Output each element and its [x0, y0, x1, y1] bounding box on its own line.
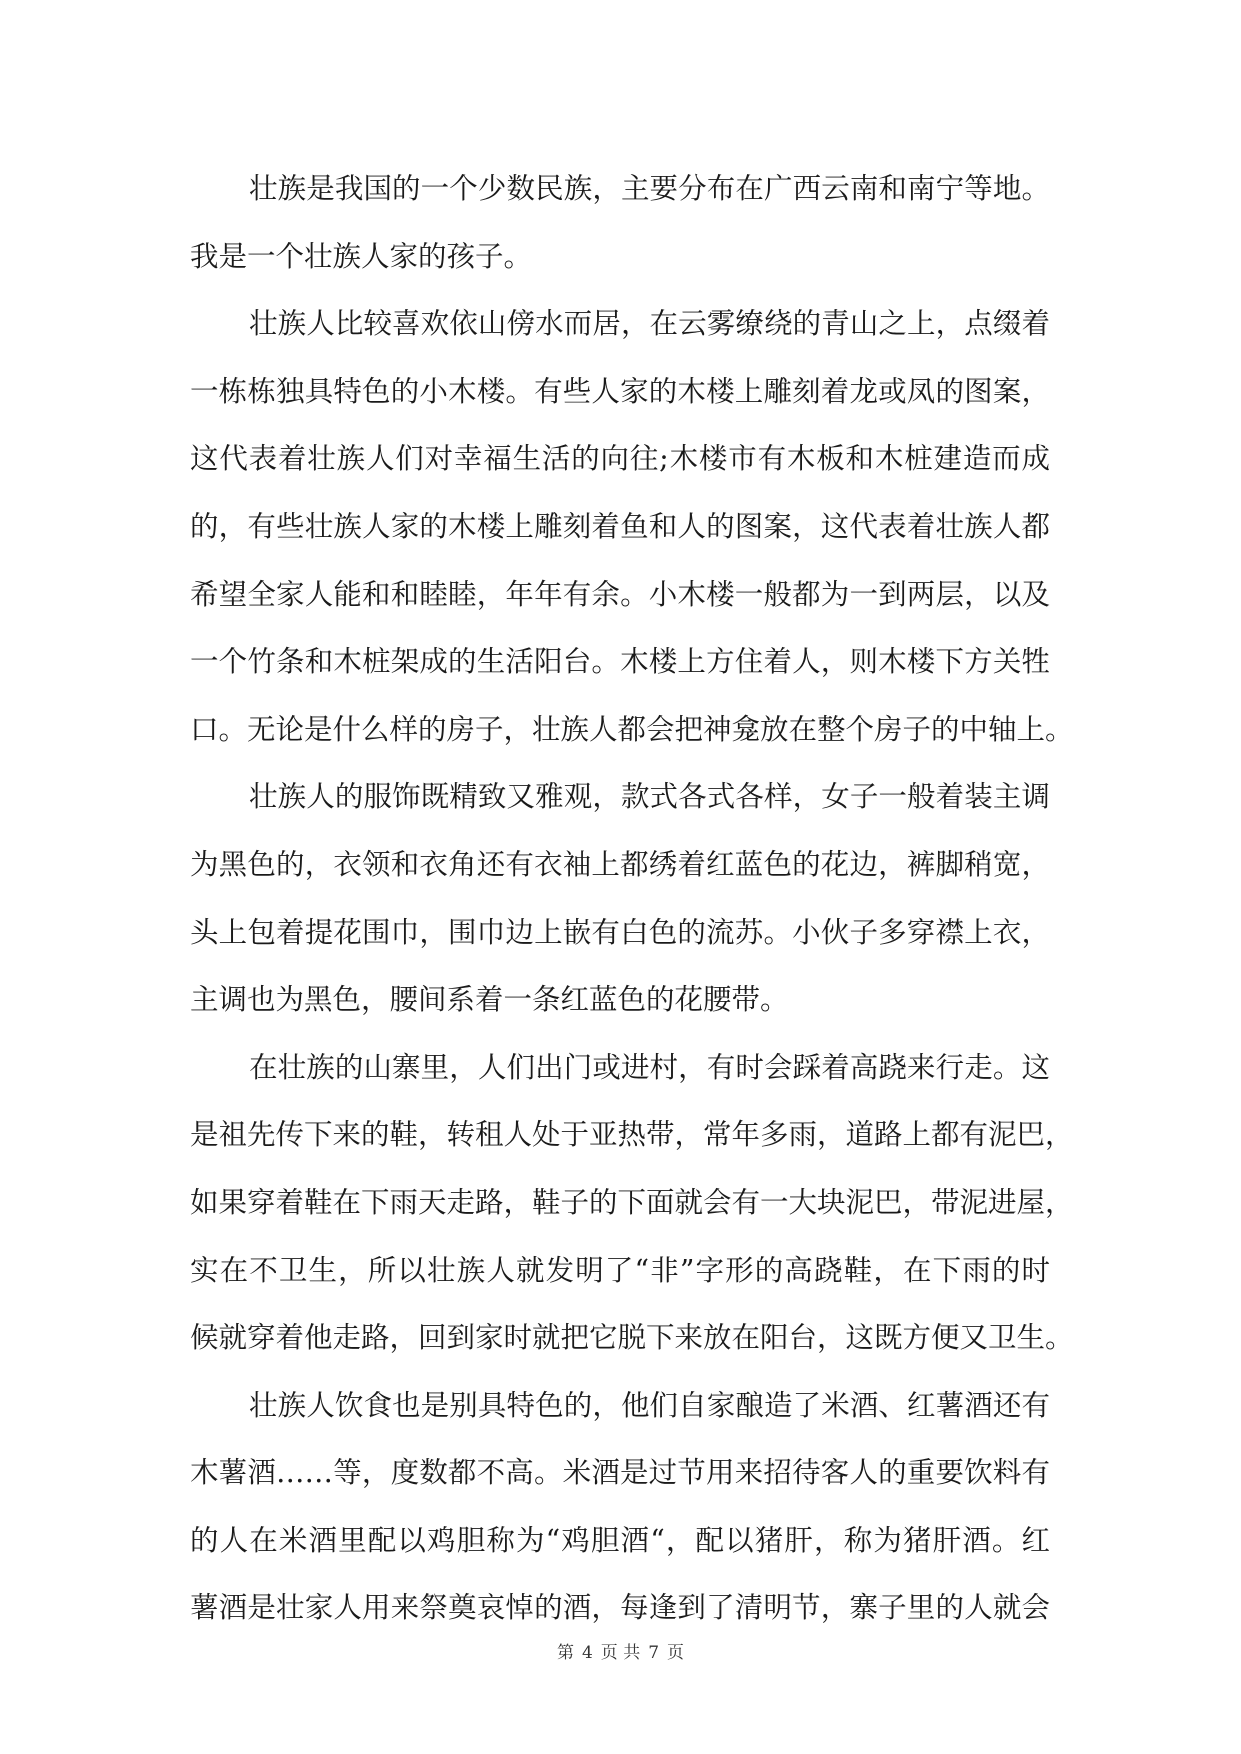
text-line: 主调也为黑色，腰间系着一条红蓝色的花腰带。 — [190, 983, 789, 1017]
page-number-footer — [0, 1638, 1241, 1663]
text-line: 一栋栋独具特色的小木楼。有些人家的木楼上雕刻着龙或凤的图案， — [190, 374, 1050, 408]
footer-prefix: 第 — [556, 1643, 574, 1663]
text-line: 希望全家人能和和睦睦，年年有余。小木楼一般都为一到两层，以及 — [190, 577, 1050, 611]
text-line: 这代表着壮族人们对幸福生活的向往;木楼市有木板和木桩建造而成 — [190, 442, 1050, 476]
text-line: 如果穿着鞋在下雨天走路，鞋子的下面就会有一大块泥巴，带泥进屋， — [190, 1185, 1074, 1219]
text-line: 口。无论是什么样的房子，壮族人都会把神龛放在整个房子的中轴上。 — [190, 712, 1074, 746]
text-line: 是祖先传下来的鞋，转租人处于亚热带，常年多雨，道路上都有泥巴， — [190, 1118, 1074, 1152]
paragraph-food — [190, 1372, 1050, 1642]
footer-middle: 页 共 — [600, 1643, 641, 1663]
text-line: 候就穿着他走路，回到家时就把它脱下来放在阳台，这既方便又卫生。 — [190, 1321, 1074, 1355]
text-line: 头上包着提花围巾，围巾边上嵌有白色的流苏。小伙子多穿襟上衣， — [190, 915, 1050, 949]
footer-current-page: 4 — [581, 1643, 593, 1663]
paragraph-housing — [190, 290, 1074, 763]
text-line: 实在不卫生，所以壮族人就发明了“非”字形的高跷鞋，在下雨的时 — [190, 1253, 1050, 1287]
text-line: 我是一个壮族人家的孩子。 — [190, 239, 533, 273]
paragraph-intro — [190, 155, 1050, 290]
text-line: 壮族人的服饰既精致又雅观，款式各式各样，女子一般着装主调 — [249, 780, 1050, 814]
paragraph-clothing — [190, 763, 1050, 1033]
text-line: 在壮族的山寨里，人们出门或进村，有时会踩着高跷来行走。这 — [249, 1050, 1050, 1084]
document-body — [190, 155, 1074, 1642]
text-line: 一个竹条和木桩架成的生活阳台。木楼上方住着人，则木楼下方关牲 — [190, 645, 1050, 679]
text-line: 为黑色的，衣领和衣角还有衣袖上都绣着红蓝色的花边，裤脚稍宽， — [190, 847, 1050, 881]
text-line: 的人在米酒里配以鸡胆称为“鸡胆酒“，配以猪肝，称为猪肝酒。红 — [190, 1523, 1050, 1557]
text-line: 的，有些壮族人家的木楼上雕刻着鱼和人的图案，这代表着壮族人都 — [190, 509, 1050, 543]
text-line: 薯酒是壮家人用来祭奠哀悼的酒，每逢到了清明节，寨子里的人就会 — [190, 1591, 1050, 1625]
text-line: 壮族人饮食也是别具特色的，他们自家酿造了米酒、红薯酒还有 — [249, 1388, 1050, 1422]
text-line: 壮族人比较喜欢依山傍水而居，在云雾缭绕的青山之上，点缀着 — [249, 307, 1050, 341]
footer-suffix: 页 — [667, 1643, 685, 1663]
text-line: 壮族是我国的一个少数民族，主要分布在广西云南和南宁等地。 — [249, 172, 1050, 205]
footer-total-pages: 7 — [648, 1643, 660, 1663]
text-line: 木薯酒……等，度数都不高。米酒是过节用来招待客人的重要饮料有 — [190, 1456, 1050, 1490]
paragraph-stilts — [190, 1034, 1074, 1372]
